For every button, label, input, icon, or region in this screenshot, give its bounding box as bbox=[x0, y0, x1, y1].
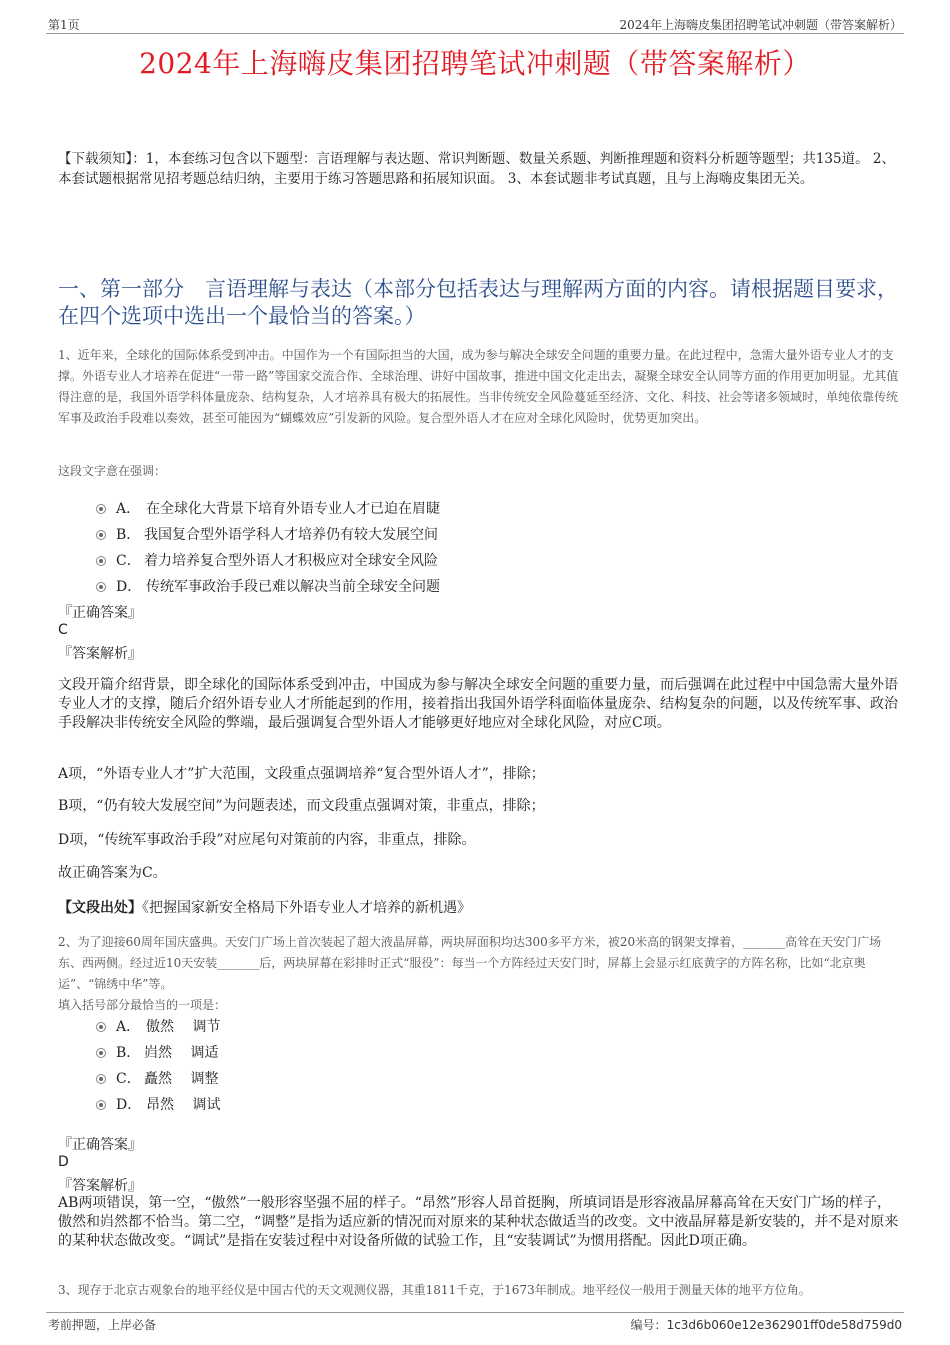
option-text: 傲然 调节 bbox=[146, 1019, 221, 1035]
q1-analysis-b: B项，“仍有较大发展空间”为问题表述，而文段重点强调对策，非重点，排除； bbox=[58, 798, 545, 814]
option-letter: D． bbox=[116, 1097, 142, 1113]
q1-analysis-d: D项，“传统军事政治手段”对应尾句对策前的内容，非重点，排除。 bbox=[58, 832, 476, 848]
footer-code bbox=[631, 1316, 902, 1333]
option-letter: B． bbox=[116, 1045, 141, 1061]
q1-analysis-a: A项，“外语专业人才”扩大范围，文段重点强调培养“复合型外语人才”，排除； bbox=[58, 766, 545, 782]
option-text: 岿然 调适 bbox=[144, 1045, 219, 1061]
option-letter: A． bbox=[116, 1019, 141, 1035]
radio-icon[interactable] bbox=[96, 504, 106, 514]
option-text: 着力培养复合型外语人才积极应对全球安全风险 bbox=[144, 553, 438, 569]
correct-answer-label: 『正确答案』 bbox=[58, 605, 142, 621]
radio-icon[interactable] bbox=[96, 1100, 106, 1110]
option-letter: C． bbox=[116, 1071, 141, 1087]
q2-analysis: AB两项错误，第一空，“傲然”一般形容坚强不屈的样子。“昂然”形容人昂首挺胸，所填词语是形容液晶屏幕高耸在天安门广场的样子，傲然和岿然都不恰当。第二空，“调整”是指为适应新的情况而对原来的某种状态做适当的改变。文中液晶屏幕是新安装的，并不是对原来的某种状态做改变。“调试”是指在安装过程中对设备所做的试验工作，且“安装调试”为惯用搭配。因此D项正确。 bbox=[58, 1195, 899, 1249]
option-letter: D． bbox=[116, 579, 142, 595]
q1-analysis-main: 文段开篇介绍背景，即全球化的国际体系受到冲击，中国成为参与解决全球安全问题的重要力量，而后强调在此过程中中国急需大量外语专业人才的支撑，随后介绍外语专业人才所能起到的作用，接着指出我国外语学科面临体量庞杂、结构复杂的问题，以及传统军事、政治手段解决非传统安全风险的弊端，最后强调复合型外语人才能够更好地应对全球化风险，对应C项。 bbox=[58, 677, 898, 731]
option-text: 矗然 调整 bbox=[144, 1071, 219, 1087]
question-2-text: 2、为了迎接60周年国庆盛典。天安门广场上首次装起了超大液晶屏幕，两块屏面积均达300多平方米，被20米高的钢架支撑着，_______高耸在天安门广场东、西两侧。经过近10天安装_______后，两块屏幕在彩排时正式“服役”：每当一个方阵经过天安门时，屏幕上会显示红底黄字的方阵名称，比如“北京奥运”、“锦绣中华”等。 bbox=[58, 935, 882, 991]
radio-icon[interactable] bbox=[96, 1074, 106, 1084]
header-doc-title: 2024年上海嗨皮集团招聘笔试冲刺题（带答案解析） bbox=[619, 18, 902, 32]
option-text: 传统军事政治手段已难以解决当前全球安全问题 bbox=[146, 579, 440, 595]
source-title: 《把握国家新安全格局下外语专业人才培养的新机遇》 bbox=[142, 900, 471, 916]
option-letter: C． bbox=[116, 553, 141, 569]
radio-icon[interactable] bbox=[96, 582, 106, 592]
download-notice: 【下载须知】：1，本套练习包含以下题型：言语理解与表达题、常识判断题、数量关系题、判断推理题和资料分析题等题型；共135道。 2、本套试题根据常见招考题总结归纳，主要用于练习答题思路和拓展知识面。 3、本套试题非考试真题，且与上海嗨皮集团无关。 bbox=[58, 151, 895, 187]
option-text: 昂然 调试 bbox=[146, 1097, 221, 1113]
option-letter: A． bbox=[116, 501, 141, 517]
option-letter: B． bbox=[116, 527, 141, 543]
q1-source bbox=[58, 899, 900, 918]
radio-icon[interactable] bbox=[96, 1048, 106, 1058]
question-3-text: 3、现存于北京古观象台的地平经仪是中国古代的天文观测仪器，其重1811千克，于1673年制成。地平经仪一般用于测量天体的地平方位角。 bbox=[58, 1283, 811, 1297]
page-footer bbox=[46, 1312, 904, 1332]
section-heading: 一、第一部分 言语理解与表达（本部分包括表达与理解两方面的内容。请根据题目要求，在四个选项中选出一个最恰当的答案。） bbox=[58, 277, 898, 328]
source-label: 【文段出处】 bbox=[58, 900, 142, 916]
option-text: 我国复合型外语学科人才培养仍有较大发展空间 bbox=[144, 527, 438, 543]
q1-conclusion: 故正确答案为C。 bbox=[58, 865, 167, 881]
q2-answer: D bbox=[58, 1154, 69, 1170]
analysis-label: 『答案解析』 bbox=[58, 646, 142, 662]
footer-code-label: 编号： bbox=[630, 1318, 667, 1332]
page-number: 第1页 bbox=[48, 18, 80, 32]
question-1-prompt: 这段文字意在强调： bbox=[58, 464, 167, 478]
option-text: 在全球化大背景下培育外语专业人才已迫在眉睫 bbox=[146, 501, 440, 517]
radio-icon[interactable] bbox=[96, 530, 106, 540]
page-header bbox=[46, 14, 904, 34]
question-1-text: 1、近年来，全球化的国际体系受到冲击。中国作为一个有国际担当的大国，成为参与解决全球安全问题的重要力量。在此过程中，急需大量外语专业人才的支撑。外语专业人才培养在促进“一带一路”等国家交流合作、全球治理、讲好中国故事，推进中国文化走出去，凝聚全球安全认同等方面的作用更加明显。尤其值得注意的是，我国外语学科体量庞杂、结构复杂，人才培养具有极大的拓展性。当非传统安全风险蔓延至经济、文化、科技、社会等诸多领域时，单纯依靠传统军事及政治手段难以奏效，甚至可能因为“蝴蝶效应”引发新的风险。复合型外语人才在应对全球化风险时，优势更加突出。 bbox=[58, 348, 899, 425]
question-2-prompt: 填入括号部分最恰当的一项是： bbox=[58, 998, 227, 1012]
correct-answer-label: 『正确答案』 bbox=[58, 1137, 142, 1153]
footer-slogan: 考前押题，上岸必备 bbox=[48, 1318, 157, 1332]
q1-answer: C bbox=[58, 622, 68, 638]
analysis-label: 『答案解析』 bbox=[58, 1178, 142, 1194]
radio-icon[interactable] bbox=[96, 556, 106, 566]
footer-code-value: 1c3d6b060e12e362901ff0de58d759d0 bbox=[666, 1318, 902, 1332]
radio-icon[interactable] bbox=[96, 1022, 106, 1032]
page-title: 2024年上海嗨皮集团招聘笔试冲刺题（带答案解析） bbox=[139, 47, 811, 80]
